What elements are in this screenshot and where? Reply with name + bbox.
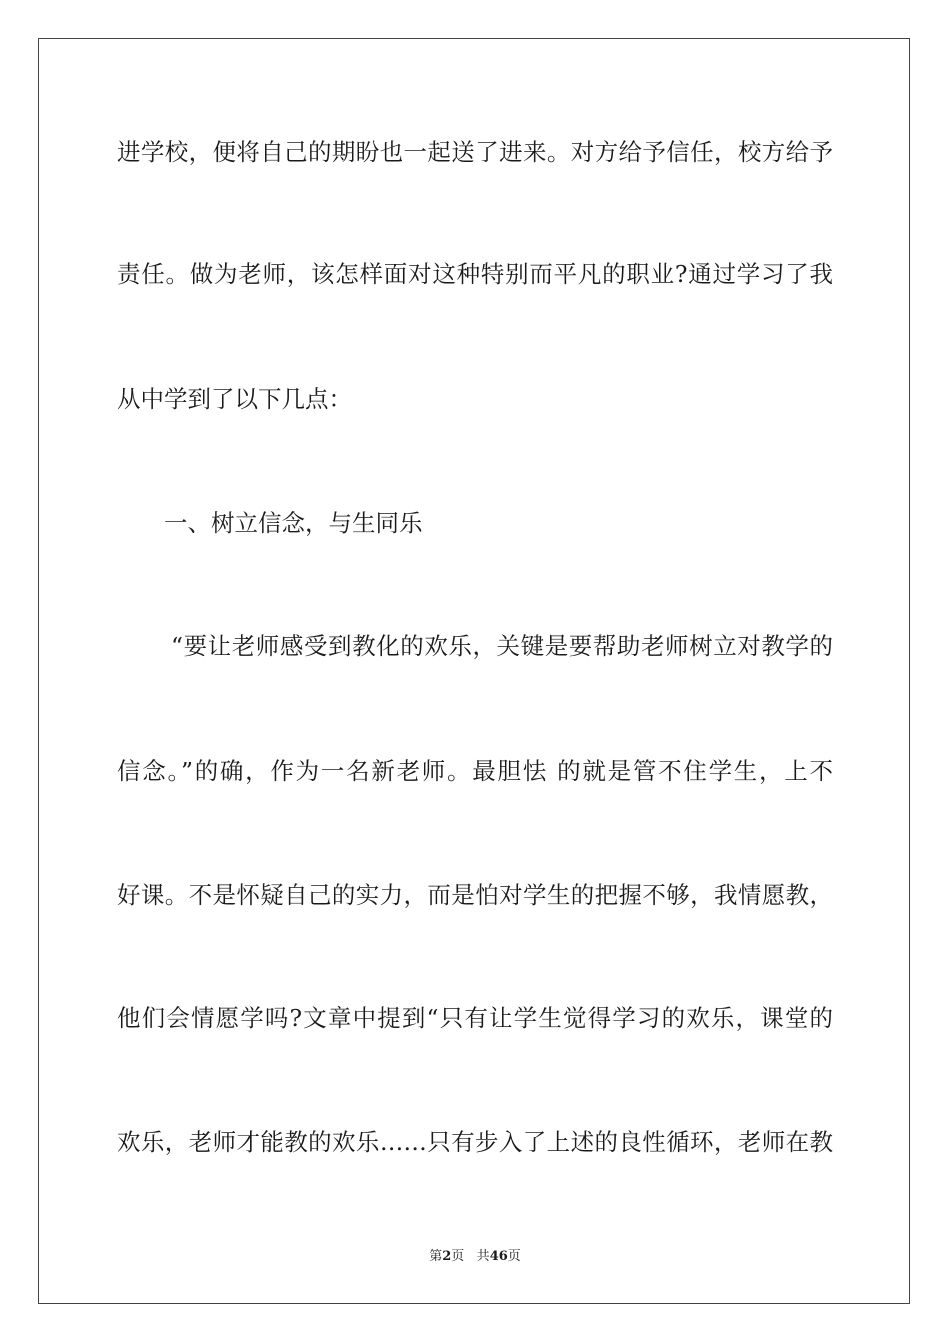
body-line-5: “要让老师感受到教化的欢乐，关键是要帮助老师树立对教学的 [171,632,833,660]
footer-page-suffix: 页 [451,1249,465,1264]
footer-page-prefix: 第 [429,1249,443,1264]
body-line-9: 欢乐，老师才能教的欢乐……只有步入了上述的良性循环，老师在教 [117,1128,833,1156]
footer-total-prefix: 共 [476,1249,490,1264]
body-line-7: 好课。不是怀疑自己的实力，而是怕对学生的把握不够，我情愿教， [117,881,833,909]
footer-total-pages: 46 [489,1249,508,1264]
body-line-6: 信念。”的确，作为一名新老师。最胆怯 的就是管不住学生，上不 [117,757,833,785]
footer-page-number: 2 [442,1249,452,1264]
section-heading: 一、树立信念，与生同乐 [164,509,423,537]
body-line-2: 责任。做为老师，该怎样面对这种特别而平凡的职业?通过学习了我 [117,260,833,288]
footer-total-suffix: 页 [507,1249,521,1264]
page-footer [0,1248,950,1266]
page-border [38,38,910,1304]
body-line-8: 他们会情愿学吗?文章中提到“只有让学生觉得学习的欢乐，课堂的 [117,1004,833,1032]
body-line-1: 进学校，便将自己的期盼也一起送了进来。对方给予信任，校方给予 [117,138,833,166]
body-line-3: 从中学到了以下几点： [117,385,352,413]
